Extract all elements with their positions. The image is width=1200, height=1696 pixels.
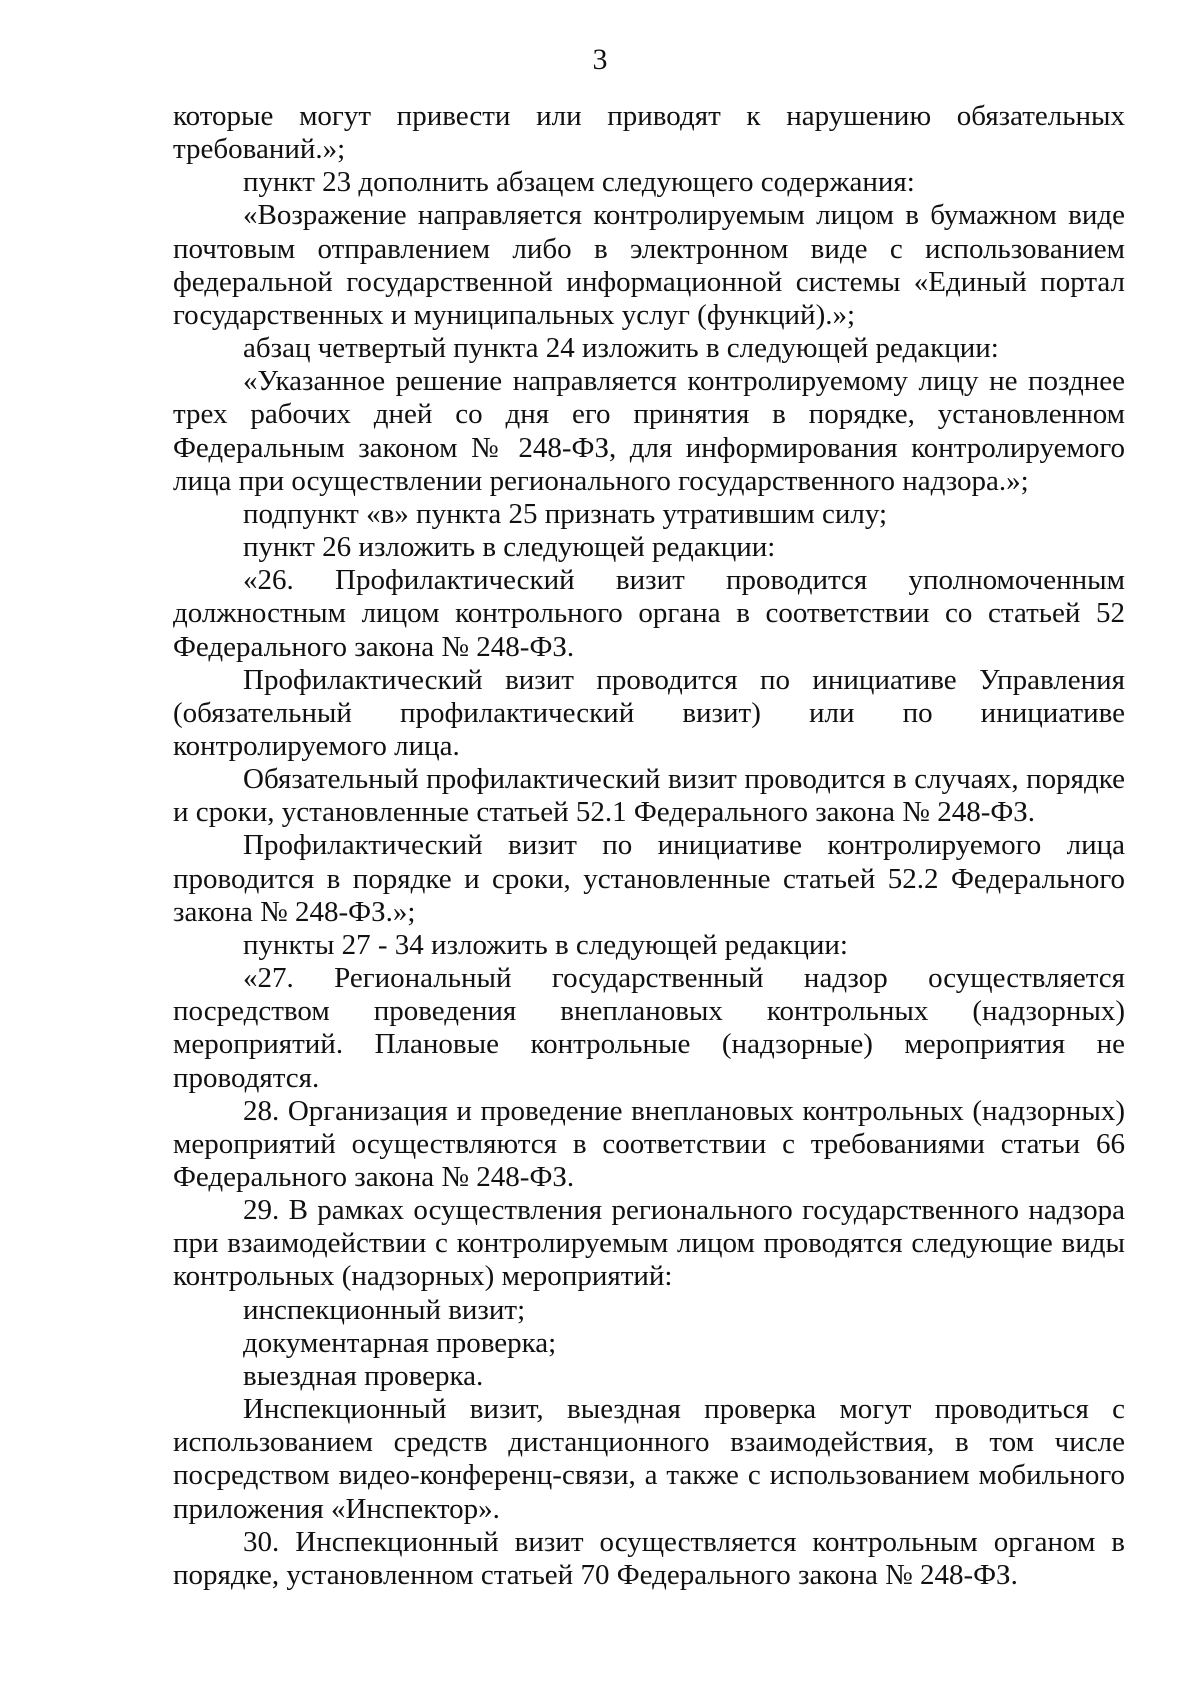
paragraph: Профилактический визит проводится по инициативе Управления (обязательный профилактический визит) или по инициативе контролируемого лица. bbox=[173, 663, 1125, 762]
paragraph: пункт 26 изложить в следующей редакции: bbox=[243, 531, 776, 564]
page-number: 3 bbox=[592, 43, 608, 76]
paragraph: «Возражение направляется контролируемым лицом в бумажном виде почтовым отправлением либо в электронном виде с использованием федеральной государственной информационной системы «Единый портал государственных и муниципальных услуг (функций).»; bbox=[173, 199, 1125, 331]
paragraph: абзац четвертый пункта 24 изложить в следующей редакции: bbox=[243, 332, 999, 365]
list-item: инспекционный визит; bbox=[243, 1293, 526, 1326]
paragraph: 30. Инспекционный визит осуществляется контрольным органом в порядке, установленном статьей 70 Федерального закона № 248-ФЗ. bbox=[173, 1525, 1125, 1591]
paragraph: подпункт «в» пункта 25 признать утратившим силу; bbox=[243, 497, 888, 530]
list-item: выездная проверка. bbox=[243, 1359, 484, 1392]
paragraph: 28. Организация и проведение внеплановых контрольных (надзорных) мероприятий осуществляются в соответствии с требованиями статьи 66 Федерального закона № 248-ФЗ. bbox=[173, 1094, 1125, 1193]
paragraph: 29. В рамках осуществления регионального государственного надзора при взаимодействии с контролируемым лицом проводятся следующие виды контрольных (надзорных) мероприятий: bbox=[173, 1194, 1125, 1293]
paragraph: «26. Профилактический визит проводится уполномоченным должностным лицом контрольного органа в соответствии со статьей 52 Федерального закона № 248-ФЗ. bbox=[173, 564, 1125, 663]
paragraph: «27. Региональный государственный надзор осуществляется посредством проведения внеплановых контрольных (надзорных) мероприятий. Плановые контрольные (надзорные) мероприятия не проводятся. bbox=[173, 962, 1125, 1094]
list-item: документарная проверка; bbox=[243, 1326, 557, 1359]
paragraph: Профилактический визит по инициативе контролируемого лица проводится в порядке и сроки, установленные статьей 52.2 Федерального закона № 248-ФЗ.»; bbox=[173, 829, 1125, 928]
paragraph: Обязательный профилактический визит проводится в случаях, порядке и сроки, установленные статьей 52.1 Федерального закона № 248-ФЗ. bbox=[173, 763, 1125, 829]
paragraph: пункт 23 дополнить абзацем следующего содержания: bbox=[243, 166, 915, 199]
paragraph: «Указанное решение направляется контролируемому лицу не позднее трех рабочих дней со дня его принятия в порядке, установленном Федеральным законом № 248-ФЗ, для информирования контролируемого лица при осуществлении регионального государственного надзора.»; bbox=[173, 365, 1125, 497]
paragraph: Инспекционный визит, выездная проверка могут проводиться с использованием средств дистанционного взаимодействия, в том числе посредством видео-конференц-связи, а также с использованием мобильного приложения «Инспектор». bbox=[173, 1393, 1125, 1525]
paragraph: пункты 27 - 34 изложить в следующей редакции: bbox=[243, 928, 848, 961]
document-body bbox=[173, 100, 1125, 1592]
paragraph: которые могут привести или приводят к нарушению обязательных требований.»; bbox=[173, 100, 1125, 166]
